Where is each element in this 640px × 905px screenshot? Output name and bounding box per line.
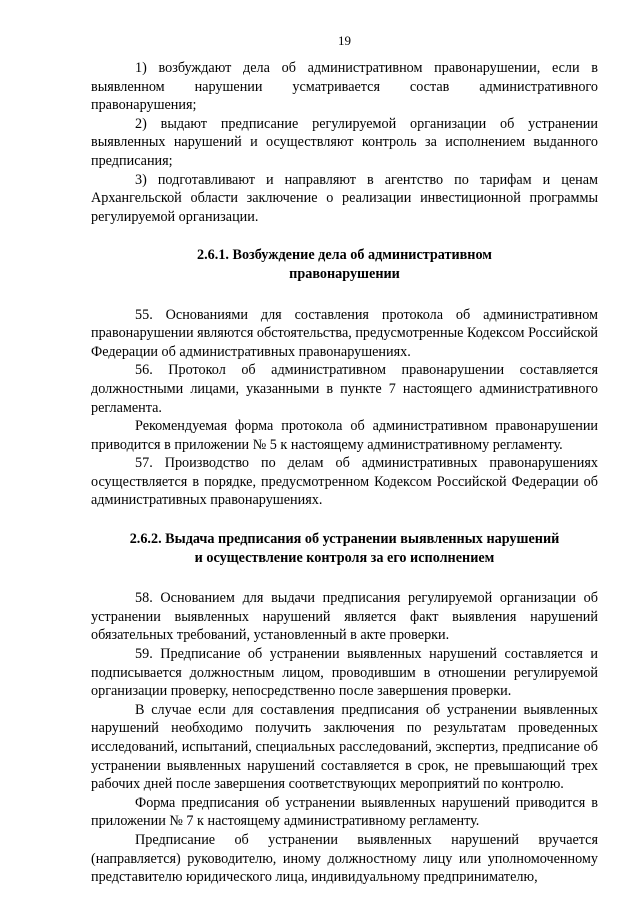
paragraph-57: 57. Производство по делам об административных правонарушениях осуществляется в порядке, предусмотренном Кодексом Российской Федерации об административных правонарушениях.	[91, 455, 598, 509]
section-heading-2-6-1	[91, 246, 598, 283]
paragraph-protocol-form: Рекомендуемая форма протокола об административном правонарушении приводится в приложении № 5 к настоящему административному регламенту.	[91, 418, 598, 453]
paragraph-expertise-case: В случае если для составления предписания об устранении выявленных нарушений необходимо получить заключения по результатам проведенных исследований, испытаний, специальных расследований, экспертиз, предписание об устранении выявленных нарушений составляется в срок, не превышающий трех рабочих дней после завершения соответствующих мероприятий по контролю.	[91, 701, 598, 793]
paragraph-prescription-delivery: Предписание об устранении выявленных нарушений вручается (направляется) руководителю, иному должностному лицу или уполномоченному представителю юридического лица, индивидуальному предпринимателю,	[91, 831, 598, 886]
paragraph-55: 55. Основаниями для составления протокола об административном правонарушении являются обстоятельства, предусмотренные Кодексом Российской Федерации об административных правонарушениях.	[91, 306, 599, 360]
section-heading-line: правонарушении	[289, 265, 400, 282]
paragraph-56: 56. Протокол об административном правонарушении составляется должностными лицами, указанными в пункте 7 настоящего административного регламента.	[91, 362, 598, 416]
section-heading-line: и осуществление контроля за его исполнением	[194, 549, 495, 566]
page-number: 19	[338, 33, 351, 48]
section-heading-line: 2.6.1. Возбуждение дела об административном	[197, 247, 492, 264]
intro-item-2: 2) выдают предписание регулируемой организации об устранении выявленных нарушений и осуществляют контроль за исполнением выданного предписания;	[91, 115, 598, 169]
paragraph-59: 59. Предписание об устранении выявленных нарушений составляется и подписывается должностным лицом, проводившим в отношении регулируемой организации проверку, непосредственно после завершения проверки.	[91, 646, 598, 700]
section-heading-line: 2.6.2. Выдача предписания об устранении выявленных нарушений	[129, 531, 560, 548]
section-heading-2-6-2	[91, 530, 598, 567]
intro-item-3: 3) подготавливают и направляют в агентство по тарифам и ценам Архангельской области заключение о реализации инвестиционной программы регулируемой организации.	[91, 171, 598, 225]
intro-item-1: 1) возбуждают дела об административном правонарушении, если в выявленном нарушении усматривается состав административного правонарушения;	[91, 60, 598, 114]
paragraph-prescription-form: Форма предписания об устранении выявленных нарушений приводится в приложении № 7 к настоящему административному регламенту.	[91, 794, 598, 830]
paragraph-58: 58. Основанием для выдачи предписания регулируемой организации об устранении выявленных нарушений является факт выявления нарушений обязательных требований, установленный в акте проверки.	[91, 590, 598, 644]
